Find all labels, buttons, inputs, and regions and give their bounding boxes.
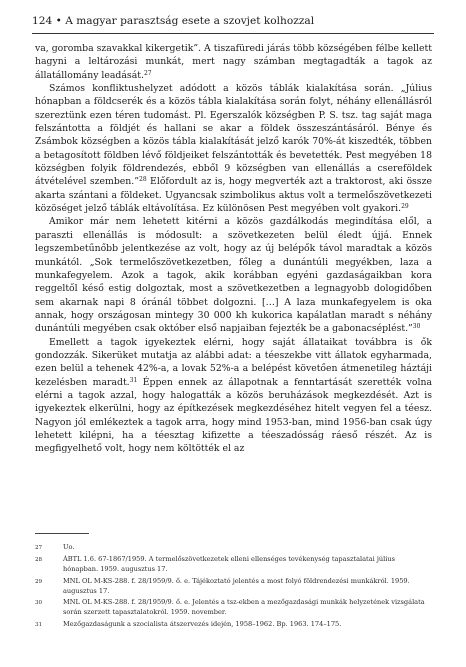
footnote: [35, 555, 432, 574]
paragraph: Számos konfliktushelyzet adódott a közös táblák kialakítása során. „Július hónapban a földcserék és a közös tábla kialakítása során folyt, néhány ellenállásról szereztünk ezen téren tudomást. Pl. Egerszalók községben P. S. tsz. tag saját maga felszántotta a földjét és hallani se akar a földek összeszántásáról. Bénye és Zsámbok községben a közös tábla kialakítását jelző karók 70%-át kiszedték, többen a betagosított földben lévő földjeiket felszántották és bevetették. Pest megyében 18 községben folyik földrendezés, ebből 9 községben van ellenállás a csereföldek átvételével szemben.”$^{28}$ Előfordult az is, hogy megverték azt a traktorost, aki össze akarta szántani a földeket. Ugyancsak szimbolikus aktus volt a termelőszövetkezeti közöséget jelző táblák eltávolítása. Ez különösen Pest megyében volt gyakori.$^{29}$: [35, 83, 432, 215]
footnotes: [35, 543, 432, 632]
footnote-number: 31: [35, 621, 43, 628]
paragraph: Amikor már nem lehetett kitérni a közös gazdálkodás megindítása elől, a paraszti ellenállás is módosult: a szövetkezeten belül éledt újjá. Ennek legszembetűnőbb jelentkezése az volt, hogy az új belépők távol maradtak a közös munkától. „Sok termelőszövetkezetben, főleg a dunántúli megyékben, laza a munkafegyelem. Azok a tagok, akik korábban egyéni gazdaságaikban kora reggeltől késő estig dolgoztak, most a szövetkezetben a legnagyobb dologidőben sem akarnak napi 8 óránál többet dolgozni. […] A laza munkafegyelem is oka annak, hogy országosan mintegy 30 000 kh kukorica kapálatlan maradt s néhány dunántúli megyében csak október első napjaiban fejezték be a gabonacséplést.”$^{30}$: [35, 216, 432, 335]
footnote-text: MNL OL M-KS-288. f. 28/1959/9. ő. e. Jelentés a tsz-ekben a mezőgazdasági munkák helyzetének vizsgálata során szerzett tapasztalatokról. 1959. november.: [63, 598, 425, 617]
footnote-separator: [35, 533, 89, 534]
footnote: [35, 598, 432, 617]
footnote-number: 29: [35, 578, 43, 585]
header-rule: [32, 33, 434, 34]
footnote: [35, 543, 432, 553]
footnote: [35, 577, 432, 596]
paragraph: Emellett a tagok igyekeztek elérni, hogy saját állataikat továbbra is ők gondozzák. Sikerüket mutatja az alábbi adat: a téeszekbe vitt állatok egyharmada, ezen belül a tehenek 42%-a, a lovak 52%-a a belépést követően átmenetileg háztáji kezelésben maradt.$^{31}$ Éppen ennek az állapotnak a fenntartását szerették volna elérni a tagok azzal, hogy halogatták a közös beruházások megkezdését. Azt is igyekeztek elkerülni, hogy az építkezések megkezdéséhez hitelt vegyen fel a téesz. Nagyon jól emlékeztek a tagok arra, hogy mind 1953-ban, mind 1956-ban csak úgy lehetett kilépni, ha a téesztag kifizette a téeszadósság ráeső részét. Az is megfigyelhető volt, hogy nem költötték el az: [35, 336, 432, 455]
footnote-text: ÁBTL 1.6. 67-1867/1959. A termelőszövetkezetek elleni ellenséges tevékenység tapasztalatai július hónapban. 1959. augusztus 17.: [63, 555, 395, 574]
footnote: [35, 620, 432, 630]
footnote-text: Uo.: [63, 543, 75, 551]
footnote-ref[interactable]: 28: [139, 176, 147, 184]
footnote-ref[interactable]: 27: [143, 69, 152, 77]
paragraph: va, goromba szavakkal kikergetik”. A tiszafüredi járás több községében félbe kellett hagyni a leltározási munkát, mert nagy számban megtagadták a tagok az állatállomány leadását.$^{27}$: [35, 43, 432, 81]
main-text: [35, 42, 432, 456]
footnote-number: 28: [35, 557, 43, 564]
running-header: 124 • A magyar parasztság esete a szovjet kolhozzal: [32, 15, 315, 27]
footnote-ref[interactable]: 29: [401, 203, 409, 211]
footnote-ref[interactable]: 31: [129, 376, 138, 384]
footnote-text: Mezőgazdaságunk a szocialista átszervezés idején, 1958–1962. Bp. 1963. 174–175.: [63, 619, 342, 628]
footnote-ref[interactable]: 30: [412, 323, 421, 331]
footnote-text: MNL OL M-KS-288. f. 28/1959/9. ő. e. Tájékoztató jelentés a most folyó földrendezési munkákról. 1959. augusztus 17.: [63, 576, 410, 595]
footnote-number: 30: [35, 600, 43, 607]
footnote-number: 27: [35, 544, 43, 551]
